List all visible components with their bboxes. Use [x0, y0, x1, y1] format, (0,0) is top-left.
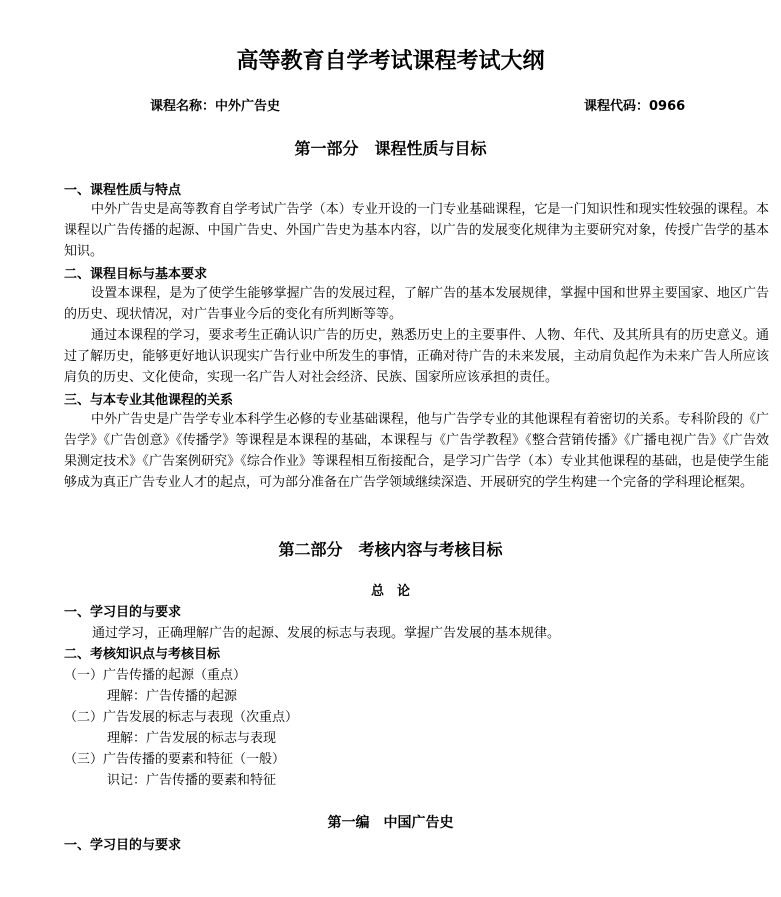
course-code: 课程代码：0966 — [584, 99, 686, 114]
part1-section1-text: 中外广告史是高等教育自学考试广告学（本）专业开设的一门专业基础课程，它是一门知识性和现实性较强的课程。本课程以广告传播的起源、中国广告史、外国广告史为基本内容，以广告的发展变化规律为主要研究对象，传授广告学的基本知识。 — [64, 202, 769, 259]
knowledge-item-detail: 识记：广告传播的要素和特征 — [107, 773, 277, 788]
part1-section3-heading: 三、与本专业其他课程的关系 — [64, 393, 234, 408]
part2-aims-heading: 一、学习目的与要求 — [64, 605, 182, 620]
part1-heading: 第一部分 课程性质与目标 — [294, 139, 487, 158]
knowledge-item-detail: 理解：广告发展的标志与表现 — [107, 731, 277, 746]
overview-heading: 总 论 — [370, 584, 410, 599]
chapter1-heading: 第一编 中国广告史 — [327, 815, 454, 831]
knowledge-item-detail: 理解：广告传播的起源 — [107, 689, 238, 704]
course-name: 课程名称：中外广告史 — [150, 99, 281, 114]
part1-section2-text2: 通过本课程的学习，要求考生正确认识广告的历史，熟悉历史上的主要事件、人物、年代、及其所具有的历史意义。通过了解历史，能够更好地认识现实广告行业中所发生的事情，正确对待广告的未来发展，主动肩负起作为未来广告人所应该肩负的历史、文化使命，实现一名广告人对社会经济、民族、国家所应该承担的责任。 — [64, 328, 769, 385]
part2-heading: 第二部分 考核内容与考核目标 — [278, 540, 503, 559]
part1-section3-text: 中外广告史是广告学专业本科学生必修的专业基础课程，他与广告学专业的其他课程有着密切的关系。专科阶段的《广告学》《广告创意》《传播学》等课程是本课程的基础，本课程与《广告学教程》《整合营销传播》《广播电视广告》《广告效果测定技术》《广告案例研究》《综合作业》等课程相互衔接配合，是学习广告学（本）专业其他课程的基础，也是使学生能够成为真正广告专业人才的起点，可为部分准备在广告学领域继续深造、开展研究的学生构建一个完备的学科理论框架。 — [64, 412, 769, 490]
part1-section2-text1: 设置本课程，是为了使学生能够掌握广告的发展过程，了解广告的基本发展规律，掌握中国和世界主要国家、地区广告的历史、现状情况，对广告事业今后的变化有所判断等等。 — [64, 286, 769, 322]
part1-section2-heading: 二、课程目标与基本要求 — [64, 267, 208, 282]
knowledge-item-title: （一）广告传播的起源（重点） — [64, 668, 247, 683]
chapter1-aims-heading: 一、学习目的与要求 — [64, 838, 182, 853]
knowledge-item-title: （二）广告发展的标志与表现（次重点） — [64, 710, 299, 725]
part1-section1-heading: 一、课程性质与特点 — [64, 183, 182, 198]
knowledge-item-title: （三）广告传播的要素和特征（一般） — [64, 752, 286, 767]
part2-knowledge-heading: 二、考核知识点与考核目标 — [64, 647, 221, 662]
part2-aims-text: 通过学习，正确理解广告的起源、发展的标志与表现。掌握广告发展的基本规律。 — [92, 626, 561, 641]
document-title: 高等教育自学考试课程考试大纲 — [236, 49, 545, 74]
